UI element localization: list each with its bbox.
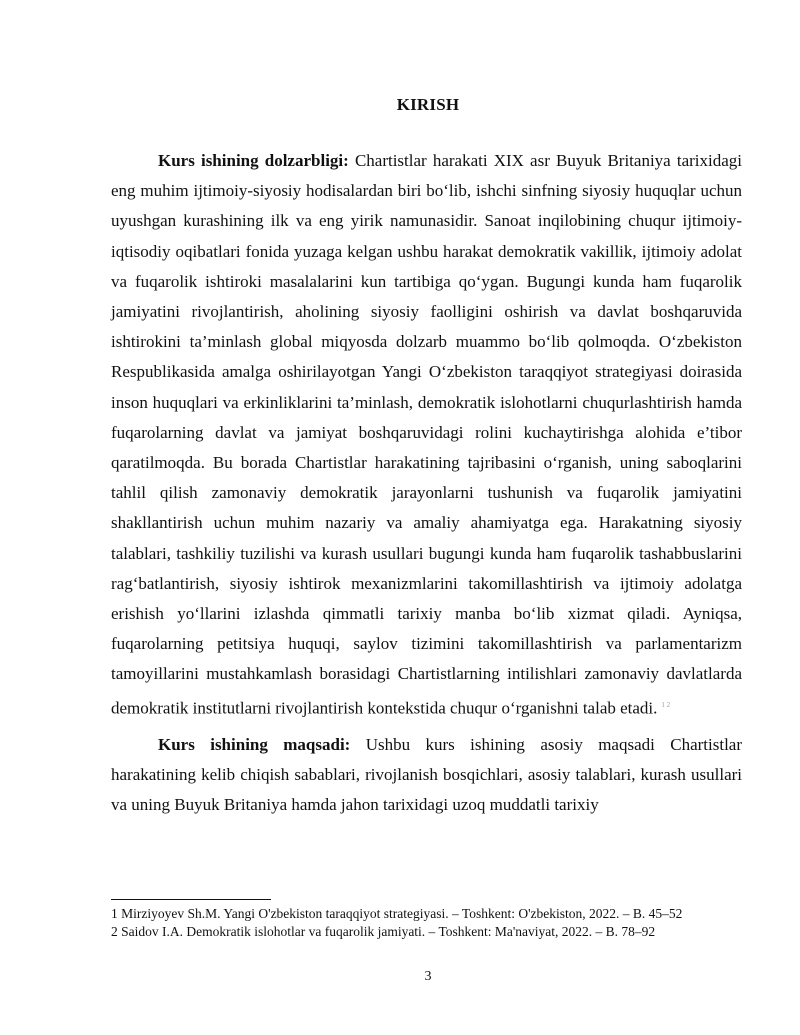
paragraph-heading: Kurs ishining dolzarbligi: bbox=[158, 151, 349, 170]
body-text bbox=[111, 146, 742, 826]
paragraph-text: Chartistlar harakati XIX asr Buyuk Britaniya tarixidagi eng muhim ijtimoiy-siyosiy hodisalardan biri bo‘lib, ishchi sinfning siyosiy huquqlar uchun uyushgan kurashining ilk va eng yirik namunasidir. Sanoat inqilobining chuqur ijtimoiy-iqtisodiy oqibatlari fonida yuzaga kelgan ushbu harakat demokratik vakillik, ijtimoiy adolat va fuqarolik ishtiroki masalalarini kun tartibiga qo‘ygan. Bugungi kunda ham fuqarolik jamiyatini rivojlantirish, aholining siyosiy faolligini oshirish va davlat boshqaruvida ishtirokini ta’minlash global miqyosda dolzarb muammo bo‘lib qolmoqda. O‘zbekiston Respublikasida amalga oshirilayotgan Yangi O‘zbekiston taraqqiyot strategiyasi doirasida inson huquqlari va erkinliklarini ta’minlash, demokratik islohotlarni chuqurlashtirish hamda fuqarolarning davlat va jamiyat boshqaruvidagi rolini kuchaytirishga alohida e’tibor qaratilmoqda. Bu borada Chartistlar harakatining tajribasini o‘rganish, uning saboqlarini tahlil qilish zamonaviy demokratik jarayonlarni tushunish va fuqarolik jamiyatini shakllantirish uchun muhim nazariy va amaliy ahamiyatga ega. Harakatning siyosiy talablari, tashkiliy tuzilishi va kurash usullari bugungi kunda ham fuqarolik tashabbuslarini rag‘batlantirish, siyosiy ishtirok mexanizmlarini takomillashtirish va ijtimoiy adolatga erishish yo‘llarini izlashda qimmatli tarixiy manba bo‘lib xizmat qiladi. Ayniqsa, fuqarolarning petitsiya huquqi, saylov tizimini takomillashtirish va parlamentarizm tamoyillarini mustahkamlash borasidagi Chartistlarning intilishlari zamonaviy davlatlarda demokratik institutlarni rivojlantirish kontekstida chuqur o‘rganishni talab etadi. bbox=[111, 151, 742, 718]
footnotes bbox=[111, 905, 751, 941]
paragraph-relevance bbox=[111, 146, 742, 724]
paragraph-heading: Kurs ishining maqsadi: bbox=[158, 734, 351, 754]
paragraph-goal bbox=[111, 730, 742, 821]
footnote-item: 1 Mirziyoyev Sh.M. Yangi O'zbekiston taraqqiyot strategiyasi. – Toshkent: O'zbekiston, 2022. – B. 45–52 bbox=[111, 906, 683, 921]
section-title: KIRISH bbox=[396, 95, 460, 114]
footnote-item: 2 Saidov I.A. Demokratik islohotlar va fuqarolik jamiyati. – Toshkent: Ma'naviyat, 2022. – B. 78–92 bbox=[111, 924, 656, 939]
paragraph-text: Ushbu kurs ishining asosiy maqsadi Chartistlar harakatining kelib chiqish sabablari, rivojlanish bosqichlari, asosiy talablari, kurash usullari va uning Buyuk Britaniya hamda jahon tarixidagi uzoq muddatli tarixiy bbox=[111, 734, 742, 814]
footnote-reference[interactable]: 1 2 bbox=[661, 700, 671, 709]
page-number: 3 bbox=[424, 969, 432, 984]
footnote-separator bbox=[111, 899, 271, 900]
